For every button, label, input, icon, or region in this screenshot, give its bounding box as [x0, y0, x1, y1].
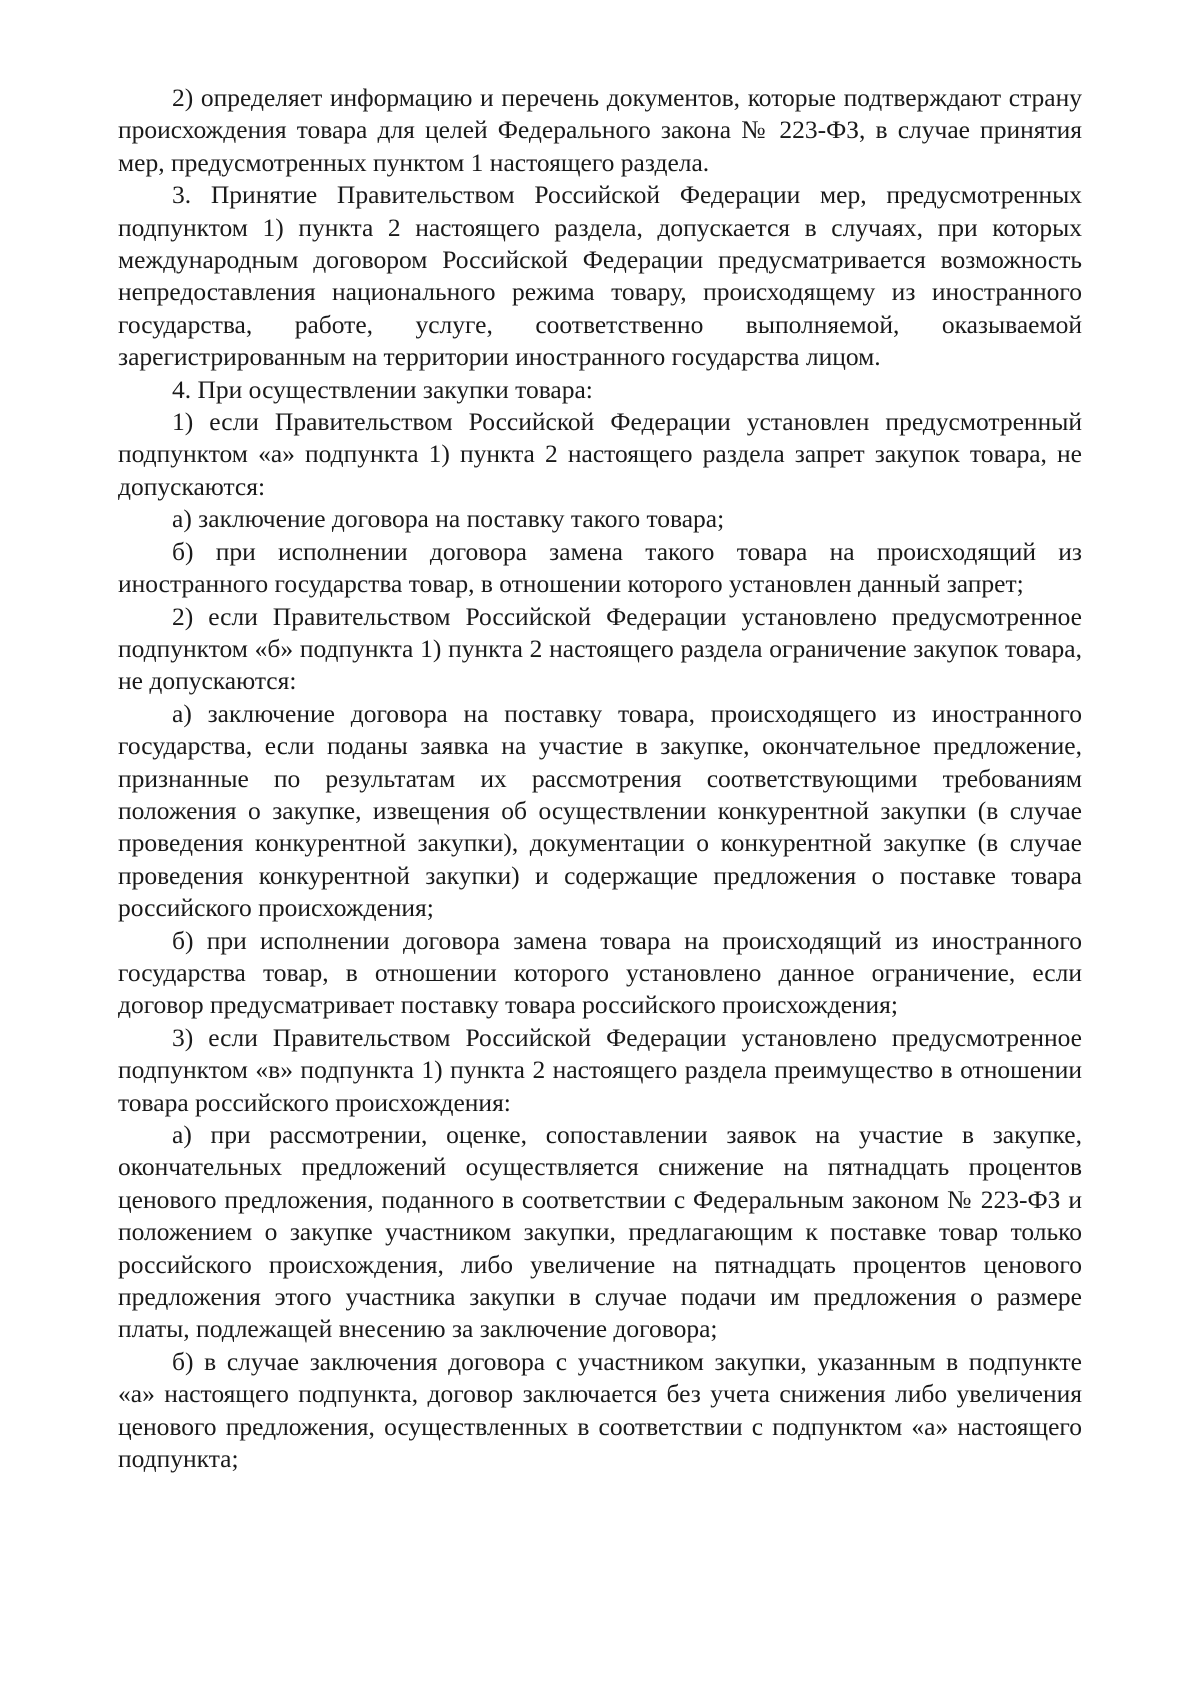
document-body	[118, 82, 1082, 1475]
paragraph-4-2-a: а) заключение договора на поставку товара, происходящего из иностранного государства, если поданы заявка на участие в закупке, окончательное предложение, признанные по результатам их рассмотрения соответствующими требованиям положения о закупке, извещения об осуществлении конкурентной закупки (в случае проведения конкурентной закупки), документации о конкурентной закупке (в случае проведения конкурентной закупки) и содержащие предложения о поставке товара российского происхождения;	[118, 698, 1082, 923]
paragraph-2-country-of-origin: 2) определяет информацию и перечень документов, которые подтверждают страну происхождения товара для целей Федерального закона № 223-ФЗ, в случае принятия мер, предусмотренных пунктом 1 настоящего раздела.	[118, 83, 1082, 177]
paragraph-3-government-measures: 3. Принятие Правительством Российской Федерации мер, предусмотренных подпунктом 1) пункта 2 настоящего раздела, допускается в случаях, при которых международным договором Российской Федерации предусматривается возможность непредоставления национального режима товару, происходящему из иностранного государства, работе, услуге, соответственно выполняемой, оказываемой зарегистрированным на территории иностранного государства лицом.	[118, 180, 1082, 372]
paragraph-4-1-a: а) заключение договора на поставку такого товара;	[172, 504, 725, 534]
paragraph-4-3-b: б) в случае заключения договора с участником закупки, указанным в подпункте «а» настоящего подпункта, договор заключается без учета снижения либо увеличения ценового предложения, осуществленных в соответствии с подпунктом «а» настоящего подпункта;	[118, 1346, 1082, 1474]
paragraph-4-3-advantage: 3) если Правительством Российской Федерации установлено предусмотренное подпунктом «в» подпункта 1) пункта 2 настоящего раздела преимущество в отношении товара российского происхождения:	[118, 1022, 1082, 1117]
paragraph-4-1-b: б) при исполнении договора замена такого товара на происходящий из иностранного государства товар, в отношении которого установлен данный запрет;	[118, 536, 1082, 599]
paragraph-4-1-ban: 1) если Правительством Российской Федерации установлен предусмотренный подпунктом «а» подпункта 1) пункта 2 настоящего раздела запрет закупок товара, не допускаются:	[118, 407, 1082, 501]
paragraph-4-2-b: б) при исполнении договора замена товара на происходящий из иностранного государства товар, в отношении которого установлено данное ограничение, если договор предусматривает поставку товара российского происхождения;	[118, 925, 1082, 1020]
paragraph-4-2-restriction: 2) если Правительством Российской Федерации установлено предусмотренное подпунктом «б» подпункта 1) пункта 2 настоящего раздела ограничение закупок товара, не допускаются:	[118, 601, 1082, 696]
paragraph-4-3-a: а) при рассмотрении, оценке, сопоставлении заявок на участие в закупке, окончательных предложений осуществляется снижение на пятнадцать процентов ценового предложения, поданного в соответствии с Федеральным законом № 223-ФЗ и положением о закупке участником закупки, предлагающим к поставке товар только российского происхождения, либо увеличение на пятнадцать процентов ценового предложения этого участника закупки в случае подачи им предложения о размере платы, подлежащей внесению за заключение договора;	[118, 1120, 1082, 1344]
paragraph-4-procurement-heading: 4. При осуществлении закупки товара:	[172, 374, 593, 404]
